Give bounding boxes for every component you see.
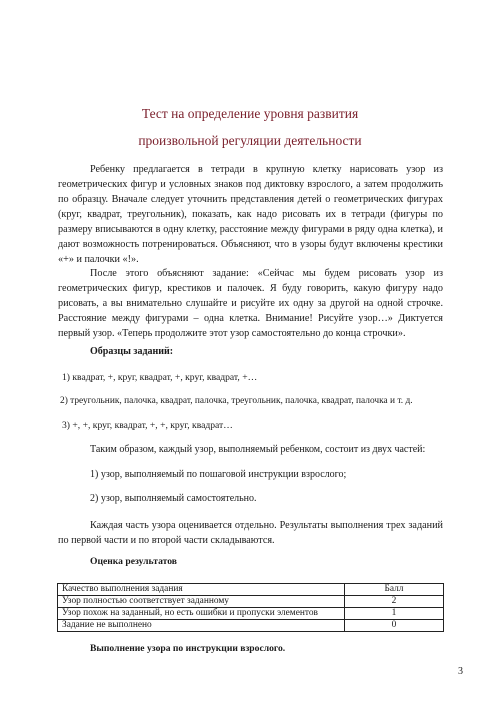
- row-score: 1: [345, 608, 444, 620]
- header-quality: Качество выполнения задания: [58, 584, 345, 596]
- row-quality: Узор полностью соответствует заданному: [58, 596, 345, 608]
- part-2: 2) узор, выполняемый самостоятельно.: [90, 493, 257, 504]
- sample-item-2: 2) треугольник, палочка, квадрат, палочка, треугольник, палочка, квадрат, палочка и т. д.: [60, 396, 413, 406]
- table-header-row: [58, 584, 444, 596]
- parts-intro: Таким образом, каждый узор, выполняемый ребенком, состоит из двух частей:: [90, 444, 426, 455]
- samples-heading: Образцы заданий:: [90, 346, 174, 357]
- page-number: 3: [458, 666, 463, 677]
- table-row: [58, 596, 444, 608]
- title-line-1: Тест на определение уровня развития: [141, 106, 359, 121]
- instruction-paragraph: После этого объясняют задание: «Сейчас мы будем рисовать узор из геометрических фигур, крестиков и палочек. Я буду говорить, какую фигуру надо рисовать, а вы внимательно слушайте и рисуйте их одну за другой на одной строчке. Расстояние между фигурами – одна клетка. Внимание! Рисуйте узор…» Диктуется первый узор. «Теперь продолжите этот узор самостоятельно до конца строчки».: [58, 268, 443, 339]
- sample-item-1: 1) квадрат, +, круг, квадрат, +, круг, квадрат, +…: [62, 372, 258, 383]
- header-score: Балл: [345, 584, 444, 596]
- title-line-2: произвольной регуляции деятельности: [138, 133, 362, 148]
- part-1: 1) узор, выполняемый по пошаговой инструкции взрослого;: [90, 469, 347, 480]
- table-row: [58, 620, 444, 632]
- score-heading: Оценка результатов: [90, 556, 177, 567]
- row-quality: Узор похож на заданный, но есть ошибки и пропуски элементов: [58, 608, 345, 620]
- score-table: [57, 583, 444, 632]
- footer-heading: Выполнение узора по инструкции взрослого.: [90, 643, 286, 654]
- evaluation-paragraph: Каждая часть узора оценивается отдельно. Результаты выполнения трех заданий по первой части и по второй части складываются.: [58, 520, 443, 546]
- intro-paragraph: Ребенку предлагается в тетради в крупную клетку нарисовать узор из геометрических фигур и условных знаков под диктовку взрослого, а затем продолжить по образцу. Вначале следует уточнить представления детей о геометрических фигурах (круг, квадрат, треугольник), показать, как надо рисовать их в тетради (фигуры по размеру вписываются в одну клетку, расстояние между фигурами в ряду одна клетка), и дают возможность потренироваться. Объясняют, что в узоры будут включены крестики «+» и палочки «!».: [58, 164, 443, 265]
- table-row: [58, 608, 444, 620]
- sample-item-3: 3) +, +, круг, квадрат, +, +, круг, квадрат…: [62, 420, 233, 431]
- row-score: 0: [345, 620, 444, 632]
- row-score: 2: [345, 596, 444, 608]
- row-quality: Задание не выполнено: [58, 620, 345, 632]
